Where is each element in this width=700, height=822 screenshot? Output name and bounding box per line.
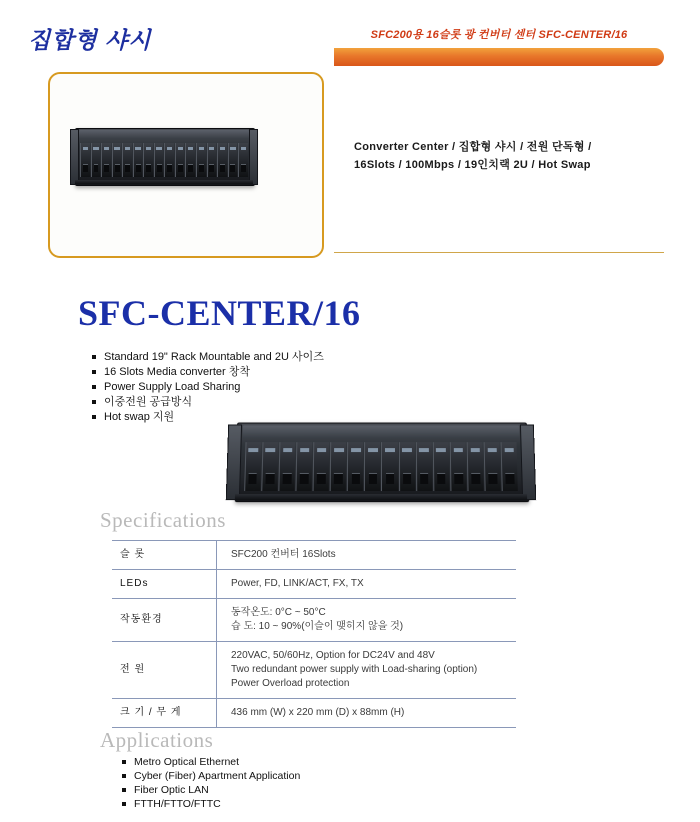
spec-value-line: Power, FD, LINK/ACT, FX, TX	[231, 578, 364, 589]
chassis-slot	[91, 143, 101, 178]
chassis-product-image	[75, 128, 253, 184]
chassis-slot	[217, 143, 227, 178]
chassis-slot	[381, 442, 397, 490]
list-item: Metro Optical Ethernet	[122, 755, 300, 769]
header-banner-text: SFC200용 16슬롯 광 컨버터 센터 SFC-CENTER/16	[370, 29, 628, 41]
chassis-top-strip	[79, 130, 250, 139]
chassis-slot	[196, 143, 206, 178]
rack-ear-left-icon	[226, 424, 242, 500]
product-description	[354, 138, 654, 174]
list-item: Cyber (Fiber) Apartment Application	[122, 769, 300, 783]
spec-value-line: 436 mm (W) x 220 mm (D) x 88mm (H)	[231, 707, 405, 718]
chassis-slot	[364, 442, 380, 490]
spec-label: 작동환경	[112, 599, 217, 642]
page-title: 집합형 샤시	[28, 27, 152, 53]
rack-ear-right-icon	[249, 129, 258, 185]
list-item: 이중전원 공급방식	[92, 395, 324, 410]
chassis-slot	[278, 442, 295, 490]
table-row	[112, 599, 516, 642]
chassis-slot	[261, 442, 278, 490]
spec-value-line: Two redundant power supply with Load-sharing (option)	[231, 664, 478, 675]
spec-value	[217, 570, 517, 599]
chassis-base	[75, 180, 253, 184]
spec-label: 크 기 / 무 게	[112, 699, 217, 728]
chassis-slot	[484, 442, 501, 490]
rack-ear-left-icon	[70, 129, 79, 185]
list-item: 16 Slots Media converter 창착	[92, 365, 324, 380]
list-item: Power Supply Load Sharing	[92, 380, 324, 395]
chassis-slot-row	[80, 143, 247, 178]
table-row	[112, 642, 516, 699]
chassis-slot	[185, 143, 195, 178]
spec-label: LEDs	[112, 570, 217, 599]
list-item: Hot swap 지원	[92, 410, 324, 425]
spec-value-line: 220VAC, 50/60Hz, Option for DC24V and 48V	[231, 650, 435, 661]
spec-value	[217, 699, 517, 728]
specifications-heading: Specifications	[100, 508, 226, 532]
chassis-slot	[313, 442, 330, 490]
rack-ear-right-icon	[520, 424, 536, 500]
spec-label: 슬 롯	[112, 541, 217, 570]
chassis-slot	[122, 143, 132, 178]
chassis-slot	[143, 143, 153, 178]
chassis-slot	[101, 143, 111, 178]
chassis-slot	[450, 442, 467, 490]
description-line-1: Converter Center / 집합형 샤시 / 전원 단독형 /	[354, 141, 592, 153]
chassis-slot	[207, 143, 217, 178]
chassis-slot	[112, 143, 122, 178]
spec-value	[217, 599, 517, 642]
chassis-slot	[175, 143, 185, 178]
model-title: SFC-CENTER/16	[78, 293, 361, 333]
table-row	[112, 570, 516, 599]
list-item: Fiber Optic LAN	[122, 783, 300, 797]
chassis-base	[235, 494, 527, 500]
feature-list	[92, 350, 324, 425]
spec-value	[217, 642, 517, 699]
list-item: Standard 19" Rack Mountable and 2U 사이즈	[92, 350, 324, 365]
chassis-slot	[295, 442, 312, 490]
chassis-slot	[244, 442, 261, 490]
chassis-slot	[330, 442, 347, 490]
chassis-slot	[398, 442, 414, 490]
chassis-slot	[467, 442, 484, 490]
chassis-slot	[238, 143, 248, 178]
list-item: FTTH/FTTO/FTTC	[122, 797, 300, 811]
spec-value-line: SFC200 컨버터 16Slots	[231, 549, 336, 560]
spec-value	[217, 541, 517, 570]
header-banner-bar	[334, 48, 664, 66]
chassis-slot	[415, 442, 432, 490]
chassis-slot	[164, 143, 174, 178]
table-row	[112, 541, 516, 570]
applications-heading: Applications	[100, 728, 214, 752]
chassis-slot	[154, 143, 164, 178]
chassis-slot	[347, 442, 363, 490]
spec-label: 전 원	[112, 642, 217, 699]
chassis-slot	[133, 143, 143, 178]
table-row	[112, 699, 516, 728]
specifications-table	[112, 540, 516, 728]
spec-value-line: Power Overload protection	[231, 678, 350, 689]
chassis-top-strip	[242, 426, 519, 438]
spec-value-line: 동작온도: 0°C ~ 50°C	[231, 607, 326, 618]
chassis-detail-image	[235, 423, 527, 501]
header-banner	[334, 26, 664, 66]
chassis-slot	[501, 442, 518, 490]
chassis-slot	[228, 143, 238, 178]
description-line-2: 16Slots / 100Mbps / 19인치랙 2U / Hot Swap	[354, 159, 591, 171]
description-divider	[334, 252, 664, 253]
chassis-slot-row	[244, 442, 518, 490]
chassis-slot	[433, 442, 450, 490]
applications-list	[122, 755, 300, 811]
chassis-slot	[80, 143, 90, 178]
spec-value-line: 습 도: 10 ~ 90%(이슬이 맺히지 않을 것)	[231, 621, 404, 632]
